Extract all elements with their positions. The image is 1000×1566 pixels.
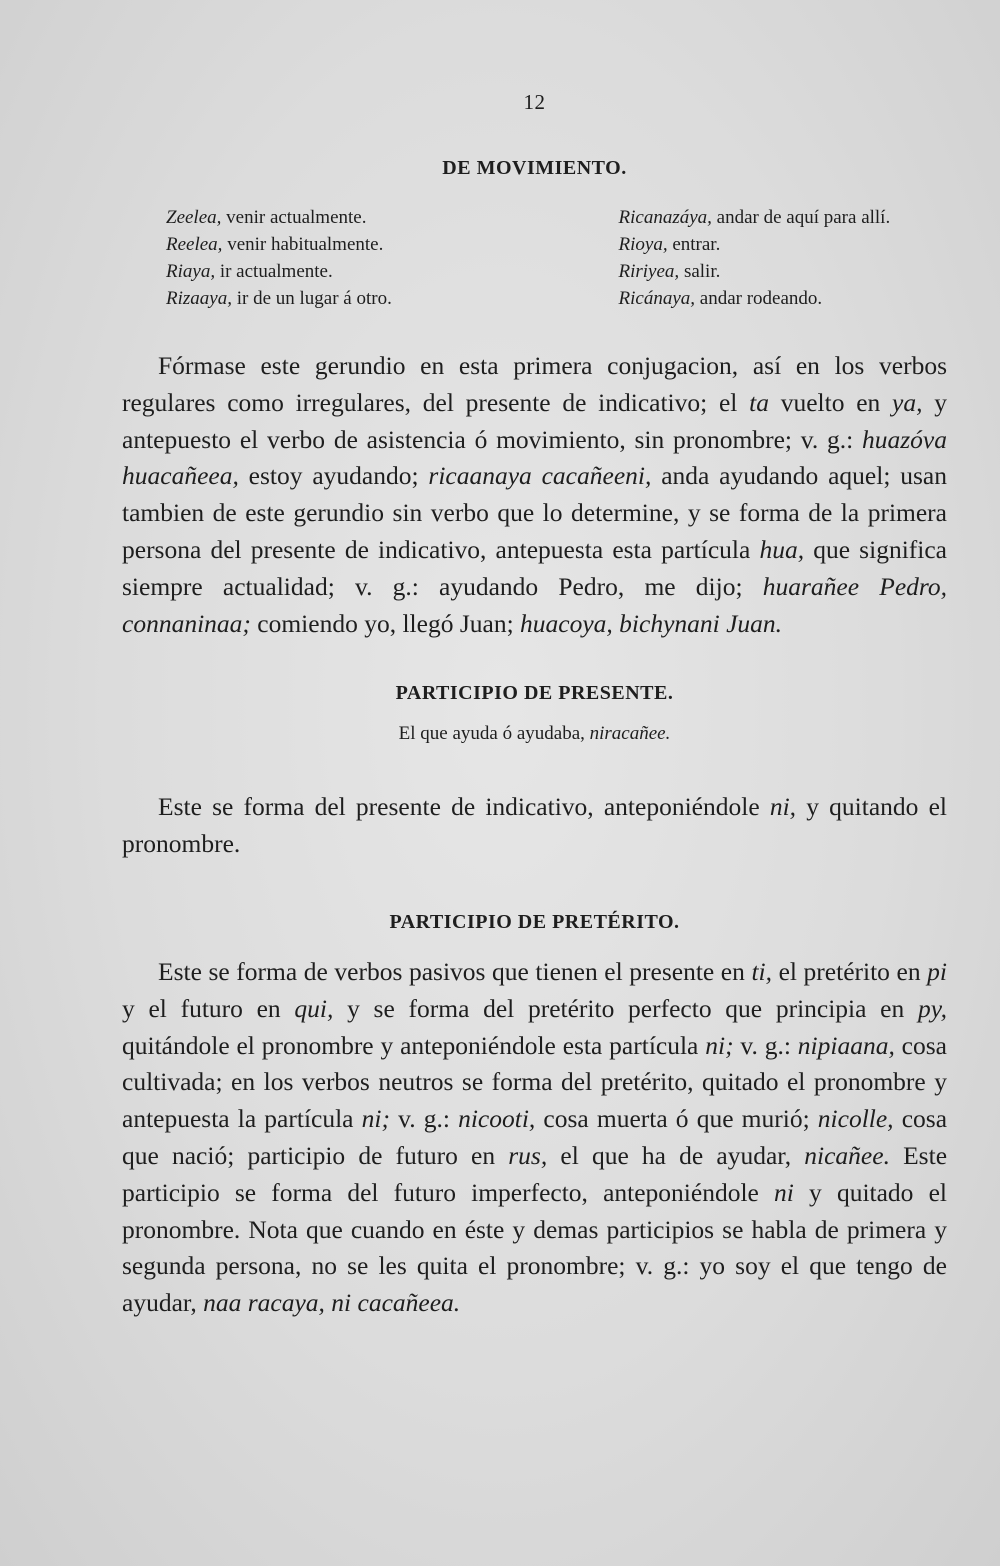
verb-entry — [166, 204, 537, 231]
participio-example — [122, 723, 947, 745]
verb-column-left — [166, 204, 537, 312]
italic-term: nicañee. — [804, 1140, 890, 1170]
section-heading-participio-presente: PARTICIPIO DE PRESENTE. — [395, 682, 674, 705]
italic-term: huazóva huacañeea, — [122, 424, 947, 491]
text-run: Este participio se forma del futuro imperfecto, anteponiéndole — [122, 1140, 948, 1207]
text-run: el pretérito en — [772, 956, 928, 986]
italic-term: huarañee Pedro, connaninaa; — [122, 571, 948, 638]
verb-entry — [166, 231, 537, 258]
verb-term: Reelea, — [166, 234, 223, 255]
text-run: anda ayudando aquel; usan tambien de este gerundio sin verbo que lo determine, y se forma de la primera persona del presente de indicativo, antepuesta esta partícula — [122, 461, 947, 564]
verb-gloss: andar de aquí para allí. — [711, 207, 891, 228]
text-run: Fórmase este gerundio en esta primera conjugacion, así en los verbos regulares como irregulares, del presente de indicativo; el — [122, 351, 947, 417]
text-run: que significa siempre actualidad; v. g.: ayudando Pedro, me dijo; — [122, 534, 947, 601]
italic-term: ta — [749, 387, 769, 417]
italic-term: ni; — [705, 1030, 734, 1060]
text-run: Este se forma de verbos pasivos que tienen el presente en — [158, 956, 752, 986]
italic-term: py, — [917, 993, 947, 1023]
verb-gloss: venir actualmente. — [221, 207, 367, 228]
text-run: vuelto en — [768, 387, 893, 417]
italic-term: ya, — [892, 387, 923, 417]
verb-list — [122, 204, 947, 312]
italic-term: qui, — [294, 993, 334, 1023]
verb-entry — [619, 204, 948, 231]
verb-gloss: ir actualmente. — [215, 261, 333, 282]
verb-term: Zeelea, — [166, 207, 222, 228]
text-run: estoy ayudando; — [238, 461, 429, 491]
text-run: y antepuesto el verbo de asistencia ó movimiento, sin pronombre; v. g.: — [122, 387, 947, 454]
italic-term: ni; — [361, 1104, 390, 1134]
verb-term: Ricánaya, — [618, 288, 696, 309]
verb-term: Riaya, — [166, 261, 216, 282]
italic-term: hua, — [759, 534, 805, 564]
italic-term: ni, — [769, 792, 797, 822]
text-run: v. g.: — [389, 1104, 459, 1134]
paragraph-presente — [122, 789, 947, 863]
text-run: cosa que nació; participio de futuro en — [122, 1104, 948, 1170]
verb-term: Rizaaya, — [166, 288, 232, 309]
italic-term: pi — [927, 956, 947, 986]
italic-term: naa racaya, ni cacañeea. — [203, 1288, 461, 1318]
paragraph-preterito — [122, 954, 947, 1322]
italic-term: niracañee. — [589, 723, 671, 745]
text-run: comiendo yo, llegó Juan; — [250, 608, 521, 638]
verb-entry — [619, 258, 948, 285]
verb-term: Ririyea, — [618, 261, 680, 282]
text-run: cosa cultivada; en los verbos neutros se forma del pretérito, quitado el pronombre y antepuesta la partícula — [122, 1030, 947, 1134]
verb-gloss: ir de un lugar á otro. — [231, 288, 392, 309]
verb-gloss: venir habitualmente. — [222, 234, 384, 255]
italic-term: nicooti, — [458, 1104, 536, 1134]
verb-term: Rioya, — [618, 234, 668, 255]
verb-gloss: entrar. — [667, 234, 721, 255]
verb-gloss: salir. — [679, 261, 721, 282]
italic-term: nicolle, — [817, 1104, 894, 1134]
text-run: el que ha de ayudar, — [547, 1140, 805, 1170]
italic-term: ti, — [751, 956, 772, 986]
italic-term: huacoya, bichynani Juan. — [520, 608, 783, 638]
section-heading-participio-preterito: PARTICIPIO DE PRETÉRITO. — [389, 910, 680, 933]
text-run: y quitado el pronombre. Nota que cuando en éste y demas participios se habla de primera y segunda persona, no se les quita el pronombre; v. g.: yo soy el que tengo de ayudar, — [122, 1177, 947, 1318]
italic-term: ricaanaya cacañeeni, — [428, 461, 652, 491]
text-run: y quitando el pronombre. — [122, 792, 947, 859]
italic-term: rus, — [508, 1140, 548, 1170]
verb-term: Ricanazáya, — [618, 207, 712, 228]
text-run: El que ayuda ó ayudaba, — [398, 723, 590, 745]
text-run: v. g.: — [733, 1030, 798, 1060]
verb-entry — [166, 285, 537, 312]
text-run: y el futuro en — [122, 993, 295, 1023]
page-number: 12 — [523, 90, 546, 114]
text-run: quitándole el pronombre y anteponiéndole esta partícula — [122, 1030, 706, 1060]
section-heading-movimiento: DE MOVIMIENTO. — [442, 157, 627, 179]
paragraph-gerundio — [122, 348, 947, 642]
verb-entry — [166, 258, 537, 285]
verb-entry — [619, 285, 948, 312]
verb-gloss: andar rodeando. — [695, 288, 823, 309]
italic-term: nipiaana, — [797, 1030, 895, 1060]
text-run: cosa muerta ó que murió; — [535, 1104, 818, 1134]
verb-entry — [619, 231, 948, 258]
verb-column-right — [577, 204, 948, 312]
page-content — [122, 90, 947, 1322]
italic-term: ni — [774, 1177, 794, 1207]
text-run: y se forma del pretérito perfecto que principia en — [333, 993, 918, 1023]
text-run: Este se forma del presente de indicativo, anteponiéndole — [158, 792, 770, 822]
